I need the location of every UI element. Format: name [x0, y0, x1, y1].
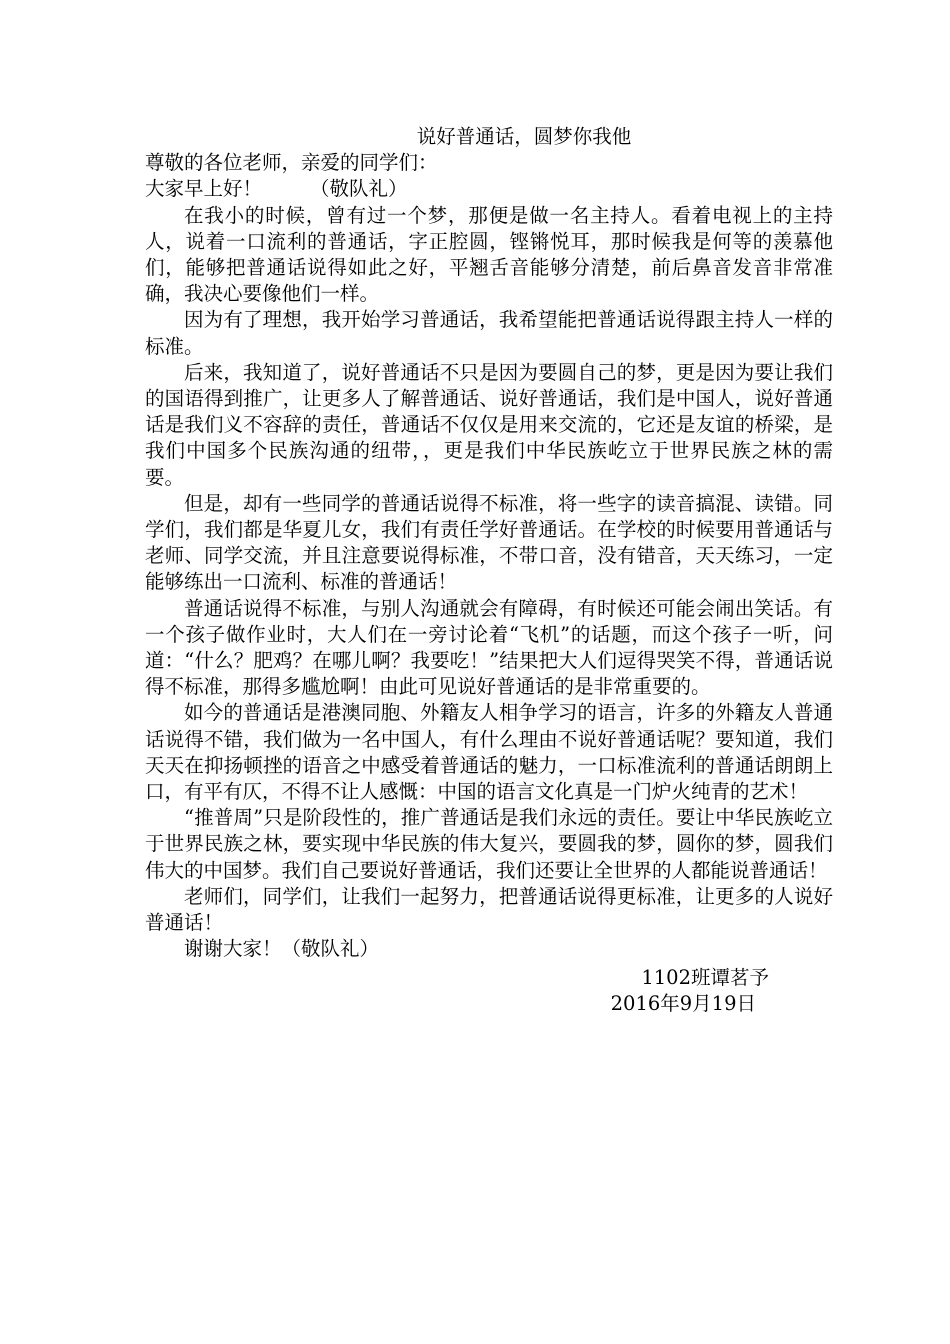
- paragraph-5: 普通话说得不标准，与别人沟通就会有障碍，有时候还可能会闹出笑话。有一个孩子做作业时，大人们在一旁讨论着“飞机”的话题，而这个孩子一听，问道：“什么？肥鸡？在哪儿啊？我要吃！”结果把大人们逗得哭笑不得，普通话说得不标准，那得多尴尬啊！由此可见说好普通话的是非常重要的。: [145, 596, 833, 699]
- paragraph-2: 因为有了理想，我开始学习普通话，我希望能把普通话说得跟主持人一样的标准。: [145, 308, 833, 358]
- greeting-line: [145, 176, 833, 202]
- paragraph-4: 但是，却有一些同学的普通话说得不标准，将一些字的读音搞混、读错。同学们，我们都是华夏儿女，我们有责任学好普通话。在学校的时候要用普通话与老师、同学交流，并且注意要说得标准，不带口音，没有错音，天天练习，一定能够练出一口流利、标准的普通话！: [145, 491, 833, 594]
- paragraph-3: 后来，我知道了，说好普通话不只是因为要圆自己的梦，更是因为要让我们的国语得到推广，让更多人了解普通话、说好普通话，我们是中国人，说好普通话是我们义不容辞的责任，普通话不仅仅是用来交流的，它还是友谊的桥梁，是我们中国多个民族沟通的纽带，，更是我们中华民族屹立于世界民族之林的需要。: [145, 360, 833, 489]
- paragraph-8: 老师们，同学们，让我们一起努力，把普通话说得更标准，让更多的人说好普通话！: [145, 884, 833, 935]
- signature-date: 2016年9月19日: [610, 991, 756, 1015]
- greeting-action: （敬队礼）: [310, 177, 408, 201]
- document-page: [145, 124, 833, 1017]
- paragraph-6: 如今的普通话是港澳同胞、外籍友人相争学习的语言，许多的外籍友人普通话说得不错，我们做为一名中国人，有什么理由不说好普通话呢？要知道，我们天天在抑扬顿挫的语音之中感受着普通话的魅力，一口标准流利的普通话朗朗上口，有平有仄，不得不让人感慨：中国的语言文化真是一门炉火纯青的艺术！: [145, 701, 833, 804]
- document-title: 说好普通话，圆梦你我他: [416, 125, 632, 148]
- greeting-text: 大家早上好！: [145, 177, 263, 201]
- paragraph-1: 在我小的时候，曾有过一个梦，那便是做一名主持人。看着电视上的主持人，说着一口流利的普通话，字正腔圆，铿锵悦耳，那时候我是何等的羡慕他们，能够把普通话说得如此之好，平翘舌音能够分清楚，前后鼻音发音非常准确，我决心要像他们一样。: [145, 203, 833, 306]
- paragraph-7: “推普周”只是阶段性的，推广普通话是我们永远的责任。要让中华民族屹立于世界民族之林，要实现中华民族的伟大复兴，要圆我的梦，圆你的梦，圆我们伟大的中国梦。我们自己要说好普通话，我们还要让全世界的人都能说普通话！: [145, 806, 833, 882]
- closing-thanks: 谢谢大家！（敬队礼）: [184, 937, 380, 961]
- salutation: 尊敬的各位老师，亲爱的同学们：: [145, 151, 438, 175]
- signature-name: 1102班谭茗予: [641, 965, 769, 989]
